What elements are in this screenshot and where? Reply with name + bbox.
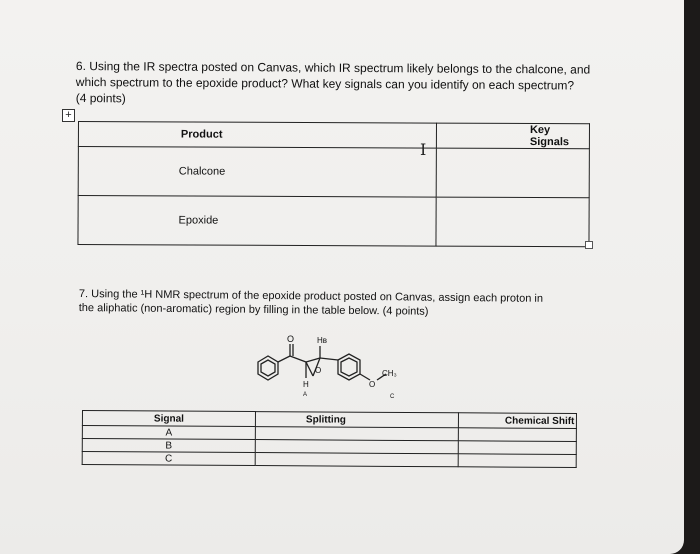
c-label: C <box>390 394 395 400</box>
header-splitting: Splitting <box>255 412 458 428</box>
splitting-a[interactable] <box>255 427 458 441</box>
ha-label: H <box>303 380 309 389</box>
table-resize-handle-icon[interactable] <box>585 241 593 249</box>
table-move-handle-icon[interactable]: + <box>62 109 75 122</box>
a-label: A <box>303 392 308 398</box>
epoxide-oxygen-label: O <box>315 366 322 375</box>
header-signal: Signal <box>82 411 255 427</box>
signal-a: A <box>82 426 255 440</box>
question-6-line-3: (4 points) <box>75 90 126 106</box>
splitting-b[interactable] <box>255 440 458 454</box>
question-6 <box>76 58 616 110</box>
question-7-line-1: 7. Using the ¹H NMR spectrum of the epoxide product posted on Canvas, assign each proton in <box>78 287 544 305</box>
question-6-line-2: which spectrum to the epoxide product? What key signals can you identify on each spectrum? <box>75 74 575 93</box>
row-product-epoxide: Epoxide <box>78 196 436 247</box>
shift-a[interactable] <box>458 428 576 442</box>
carbonyl-oxygen-label: O <box>287 334 295 344</box>
epoxide-structure <box>248 332 418 404</box>
ch3-label: CH₃ <box>382 369 397 378</box>
table-row <box>78 147 589 198</box>
text-cursor-icon: I <box>420 140 427 159</box>
question-6-line-1: 6. Using the IR spectra posted on Canvas, which IR spectrum likely belongs to the chalcone, and <box>75 58 591 77</box>
shift-b[interactable] <box>458 441 576 455</box>
nmr-assignment-table <box>82 410 577 468</box>
table-row <box>82 452 576 468</box>
row-product-chalcone: Chalcone <box>78 147 436 198</box>
shift-c[interactable] <box>458 454 576 468</box>
ether-oxygen-label: O <box>369 380 376 389</box>
question-7-line-2: the aliphatic (non-aromatic) region by filling in the table below. (4 points) <box>78 301 429 318</box>
table-header-row <box>78 122 589 149</box>
ir-signals-table <box>77 121 590 247</box>
signal-c: C <box>82 452 255 466</box>
question-7 <box>79 287 599 320</box>
header-key-signals: Key Signals <box>436 123 589 149</box>
cell-epoxide-signals[interactable] <box>436 197 589 247</box>
table-row <box>78 196 589 247</box>
splitting-c[interactable] <box>255 453 458 467</box>
signal-b: B <box>82 439 255 453</box>
header-product: Product <box>78 122 436 149</box>
hb-label: Hʙ <box>317 336 328 345</box>
cell-chalcone-signals[interactable] <box>436 148 589 198</box>
header-chemical-shift: Chemical Shift <box>458 413 576 429</box>
